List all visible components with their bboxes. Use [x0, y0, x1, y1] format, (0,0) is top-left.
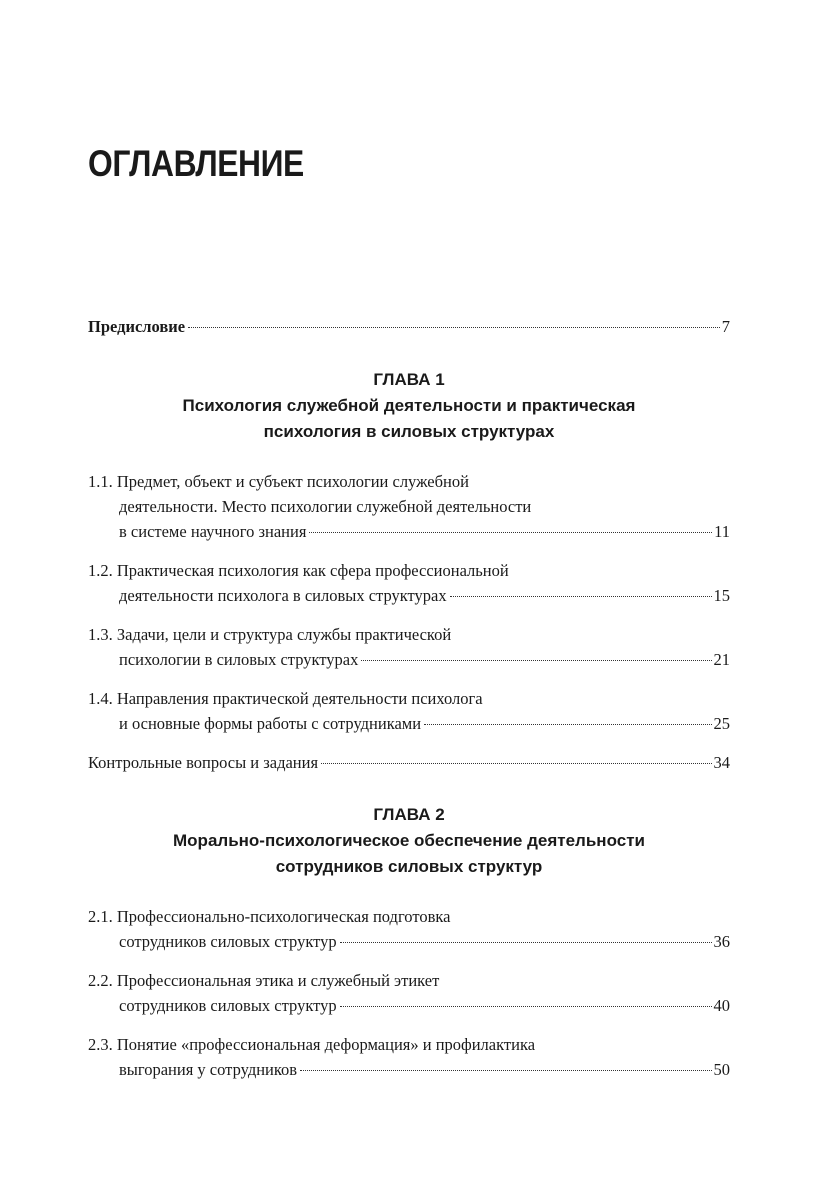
- dot-leader: [340, 942, 712, 943]
- dot-leader: [309, 532, 712, 533]
- chapter-title-line: Психология служебной деятельности и практическая: [182, 396, 636, 415]
- toc-entry-text: психологии в силовых структурах: [119, 650, 359, 669]
- chapter-title-line: сотрудников силовых структур: [275, 857, 543, 876]
- toc-page-number: 15: [713, 586, 730, 605]
- dot-leader: [424, 724, 711, 725]
- toc-entry-1-2[interactable]: [88, 558, 730, 608]
- toc-entry-preface[interactable]: [88, 314, 730, 339]
- toc-entry-text: выгорания у сотрудников: [119, 1060, 298, 1079]
- chapter-number: ГЛАВА 1: [373, 370, 445, 389]
- toc-entry-text: 1.1. Предмет, объект и субъект психологии служебной: [88, 472, 469, 491]
- chapter-number: ГЛАВА 2: [373, 805, 445, 824]
- dot-leader: [321, 763, 711, 764]
- chapter-1-heading: [88, 367, 730, 445]
- toc-entry-1-3[interactable]: [88, 622, 730, 672]
- toc-entry-text: сотрудников силовых структур: [119, 996, 337, 1015]
- toc-entry-text: и основные формы работы с сотрудниками: [119, 714, 422, 733]
- toc-page-number: 7: [721, 317, 730, 336]
- toc-entry-2-2[interactable]: [88, 968, 730, 1018]
- toc-entry-text: 2.1. Профессионально-психологическая подготовка: [88, 907, 451, 926]
- toc-entry-text: 2.3. Понятие «профессиональная деформация» и профилактика: [88, 1035, 536, 1054]
- chapter-title-line: Морально-психологическое обеспечение деятельности: [173, 831, 645, 850]
- toc-entry-text: Контрольные вопросы и задания: [88, 753, 319, 772]
- toc-page-number: 25: [713, 714, 730, 733]
- dot-leader: [340, 1006, 712, 1007]
- toc-entry-text: Предисловие: [88, 317, 186, 336]
- toc-entry-text: в системе научного знания: [119, 522, 307, 541]
- toc-page-number: 34: [713, 753, 730, 772]
- dot-leader: [300, 1070, 711, 1071]
- toc-entry-1-1[interactable]: [88, 469, 730, 544]
- toc-entry-text: 1.2. Практическая психология как сфера профессиональной: [88, 561, 509, 580]
- toc-page-number: 36: [713, 932, 730, 951]
- toc-entry-text: деятельности психолога в силовых структурах: [119, 586, 447, 605]
- toc-entry-text: 1.3. Задачи, цели и структура службы практической: [88, 625, 452, 644]
- toc-entry-1-4[interactable]: [88, 686, 730, 736]
- toc-entry-control-questions[interactable]: [88, 750, 730, 775]
- toc-entry-text: деятельности. Место психологии служебной деятельности: [119, 497, 532, 516]
- toc-entry-text: сотрудников силовых структур: [119, 932, 337, 951]
- toc-entry-text: 1.4. Направления практической деятельности психолога: [88, 689, 483, 708]
- toc-entry-2-3[interactable]: [88, 1032, 730, 1082]
- toc-page-number: 11: [714, 522, 730, 541]
- chapter-title-line: психология в силовых структурах: [263, 422, 555, 441]
- dot-leader: [188, 327, 720, 328]
- toc-entry-2-1[interactable]: [88, 904, 730, 954]
- toc-page-number: 40: [713, 996, 730, 1015]
- toc-page-number: 21: [713, 650, 730, 669]
- page-title: ОГЛАВЛЕНИЕ: [88, 143, 304, 184]
- toc-page-number: 50: [713, 1060, 730, 1079]
- chapter-2-heading: [88, 802, 730, 880]
- dot-leader: [361, 660, 711, 661]
- toc-entry-text: 2.2. Профессиональная этика и служебный этикет: [88, 971, 440, 990]
- dot-leader: [450, 596, 712, 597]
